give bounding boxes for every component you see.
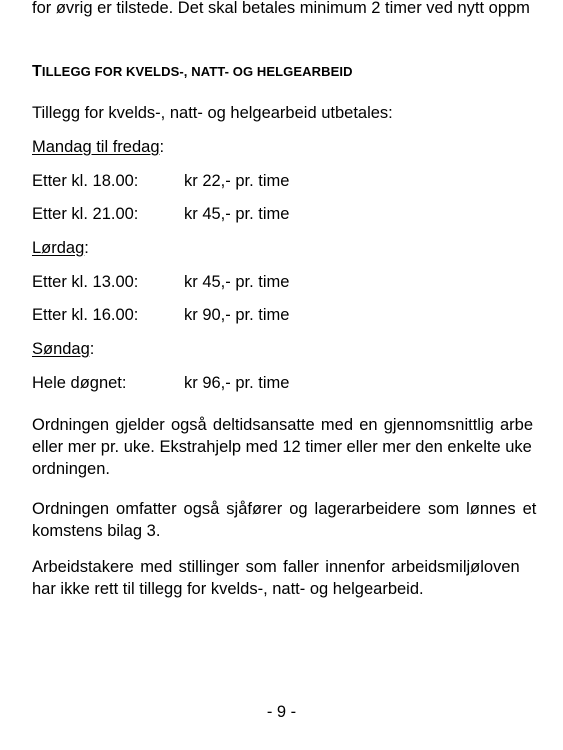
paragraph-line: har ikke rett til tillegg for kvelds-, natt- og helgearbeid.	[32, 580, 424, 598]
paragraph-drivers	[32, 498, 563, 542]
paragraph-line: Ordningen gjelder også deltidsansatte med en gjennomsnittlig arbe	[32, 416, 534, 434]
day-heading-label: Lørdag	[32, 239, 85, 257]
rate-value: kr 90,- pr. time	[184, 306, 290, 324]
section-heading	[32, 62, 353, 82]
day-heading-label: Mandag til fredag	[32, 138, 160, 156]
rate-value: kr 45,- pr. time	[184, 273, 290, 291]
cutoff-line-text: for øvrig er tilstede. Det skal betales minimum 2 timer ved nytt oppm	[32, 0, 530, 17]
rate-value: kr 96,- pr. time	[184, 374, 290, 392]
paragraph-exclusions	[32, 556, 563, 600]
day-heading-sunday	[32, 339, 94, 359]
section-intro-text: Tillegg for kvelds-, natt- og helgearbeid utbetales:	[32, 104, 393, 122]
rate-label: Etter kl. 18.00:	[32, 172, 139, 190]
day-heading-suffix: :	[89, 340, 95, 358]
paragraph-part-time	[32, 414, 563, 480]
day-heading-saturday	[32, 238, 89, 258]
section-heading-rest: ILLEGG FOR KVELDS-, NATT- OG HELGEARBEID	[41, 64, 353, 79]
rate-label: Etter kl. 13.00:	[32, 273, 139, 291]
paragraph-line: Arbeidstakere med stillinger som faller innenfor arbeidsmiljøloven	[32, 558, 520, 576]
cutoff-line	[32, 0, 530, 18]
paragraph-line: eller mer pr. uke. Ekstrahjelp med 12 timer eller mer den enkelte uke	[32, 438, 532, 456]
day-heading-suffix: :	[159, 138, 165, 156]
rate-value: kr 45,- pr. time	[184, 205, 290, 223]
rate-value: kr 22,- pr. time	[184, 172, 290, 190]
day-heading-weekdays	[32, 137, 164, 157]
rate-label: Etter kl. 21.00:	[32, 205, 139, 223]
paragraph-line: Ordningen omfatter også sjåfører og lagerarbeidere som lønnes et	[32, 500, 537, 518]
paragraph-line: komstens bilag 3.	[32, 522, 161, 540]
page-number: - 9 -	[266, 703, 297, 721]
rate-label: Etter kl. 16.00:	[32, 306, 139, 324]
paragraph-line: ordningen.	[32, 460, 110, 478]
section-heading-initial: T	[32, 63, 42, 80]
day-heading-suffix: :	[84, 239, 89, 257]
rate-label: Hele døgnet:	[32, 374, 127, 392]
section-intro	[32, 103, 393, 123]
day-heading-label: Søndag	[32, 340, 90, 358]
